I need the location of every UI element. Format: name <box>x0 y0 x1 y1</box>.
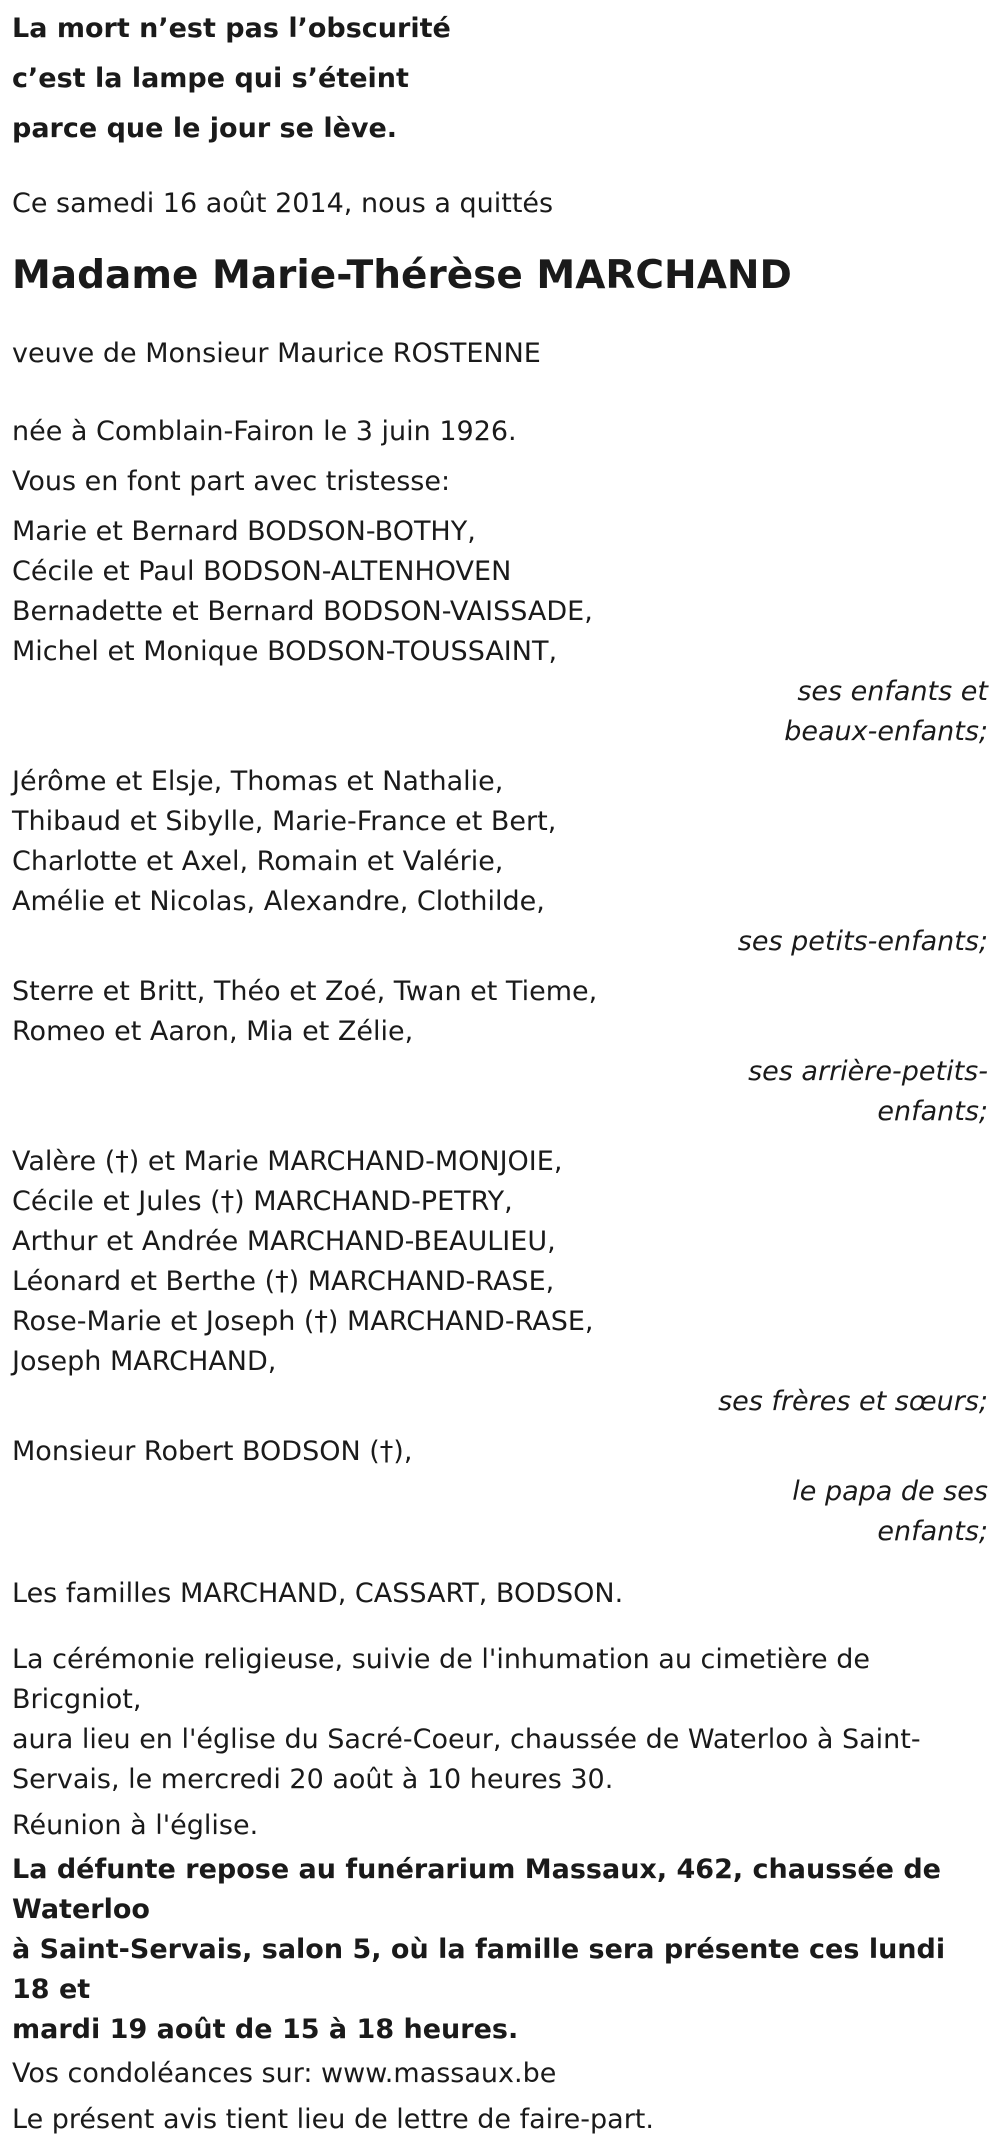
family-member-line: Romeo et Aaron, Mia et Zélie, <box>12 1016 414 1047</box>
widow-of: veuve de Monsieur Maurice ROSTENNE <box>12 338 541 369</box>
funerarium-paragraph <box>12 1850 988 2050</box>
family-member-line: Valère (†) et Marie MARCHAND-MONJOIE, <box>12 1146 563 1177</box>
date-of-death: Ce samedi 16 août 2014, nous a quittés <box>12 188 554 219</box>
relation-label <box>12 922 988 962</box>
intro-text: Vous en font part avec tristesse: <box>12 466 451 497</box>
birth-info: née à Comblain-Fairon le 3 juin 1926. <box>12 416 517 447</box>
relation-label <box>12 672 988 752</box>
relation-line: ses enfants et <box>797 676 988 707</box>
family-member-line: Monsieur Robert BODSON (†), <box>12 1436 413 1467</box>
ceremony-paragraph <box>12 1640 988 1800</box>
family-group-father-of-children <box>12 1432 988 1552</box>
family-member-line: Rose-Marie et Joseph (†) MARCHAND-RASE, <box>12 1306 594 1337</box>
family-member-line: Charlotte et Axel, Romain et Valérie, <box>12 846 504 877</box>
quote-line: La mort n’est pas l’obscurité <box>12 13 451 44</box>
funerarium-line: mardi 19 août de 15 à 18 heures. <box>12 2014 519 2045</box>
quote-line: parce que le jour se lève. <box>12 113 398 144</box>
relation-line: ses arrière-petits- <box>748 1056 988 1087</box>
family-member-line: Léonard et Berthe (†) MARCHAND-RASE, <box>12 1266 555 1297</box>
family-member-line: Marie et Bernard BODSON-BOTHY, <box>12 516 476 547</box>
relation-label <box>12 1052 988 1132</box>
relation-line: enfants; <box>877 1516 988 1547</box>
deceased-name: Madame Marie-Thérèse MARCHAND <box>12 253 792 298</box>
relation-line: enfants; <box>877 1096 988 1127</box>
relation-line: beaux-enfants; <box>784 716 988 747</box>
family-group-siblings <box>12 1142 988 1422</box>
family-member-line: Thibaud et Sibylle, Marie-France et Bert, <box>12 806 557 837</box>
relation-label <box>12 1472 988 1552</box>
family-member-line: Sterre et Britt, Théo et Zoé, Twan et Tieme, <box>12 976 598 1007</box>
family-member-line: Bernadette et Bernard BODSON-VAISSADE, <box>12 596 593 627</box>
ceremony-line: La cérémonie religieuse, suivie de l'inhumation au cimetière de Bricgniot, <box>12 1644 870 1715</box>
ceremony-line: aura lieu en l'église du Sacré-Coeur, chaussée de Waterloo à Saint- <box>12 1724 921 1755</box>
family-group-children <box>12 512 988 752</box>
notice-text: Le présent avis tient lieu de lettre de faire-part. <box>12 2104 654 2135</box>
reunion-text: Réunion à l'église. <box>12 1810 259 1841</box>
family-group-grandchildren <box>12 762 988 962</box>
relation-label <box>12 1382 988 1422</box>
quote-line: c’est la lampe qui s’éteint <box>12 63 409 94</box>
family-member-line: Arthur et Andrée MARCHAND-BEAULIEU, <box>12 1226 556 1257</box>
family-member-line: Joseph MARCHAND, <box>12 1346 277 1377</box>
family-group-great-grandchildren <box>12 972 988 1132</box>
families-line: Les familles MARCHAND, CASSART, BODSON. <box>12 1578 624 1609</box>
ceremony-line: Servais, le mercredi 20 août à 10 heures 30. <box>12 1764 614 1795</box>
relation-line: ses frères et sœurs; <box>718 1386 988 1417</box>
funerarium-line: La défunte repose au funérarium Massaux, 462, chaussée de Waterloo <box>12 1854 941 1925</box>
relation-line: le papa de ses <box>792 1476 988 1507</box>
quote-block <box>12 4 988 154</box>
family-member-line: Jérôme et Elsje, Thomas et Nathalie, <box>12 766 504 797</box>
family-member-line: Michel et Monique BODSON-TOUSSAINT, <box>12 636 558 667</box>
family-member-line: Cécile et Paul BODSON-ALTENHOVEN <box>12 556 512 587</box>
relation-line: ses petits-enfants; <box>737 926 988 957</box>
condolences-text: Vos condoléances sur: www.massaux.be <box>12 2058 557 2089</box>
family-member-line: Amélie et Nicolas, Alexandre, Clothilde, <box>12 886 545 917</box>
funerarium-line: à Saint-Servais, salon 5, où la famille sera présente ces lundi 18 et <box>12 1934 946 2005</box>
family-member-line: Cécile et Jules (†) MARCHAND-PETRY, <box>12 1186 513 1217</box>
